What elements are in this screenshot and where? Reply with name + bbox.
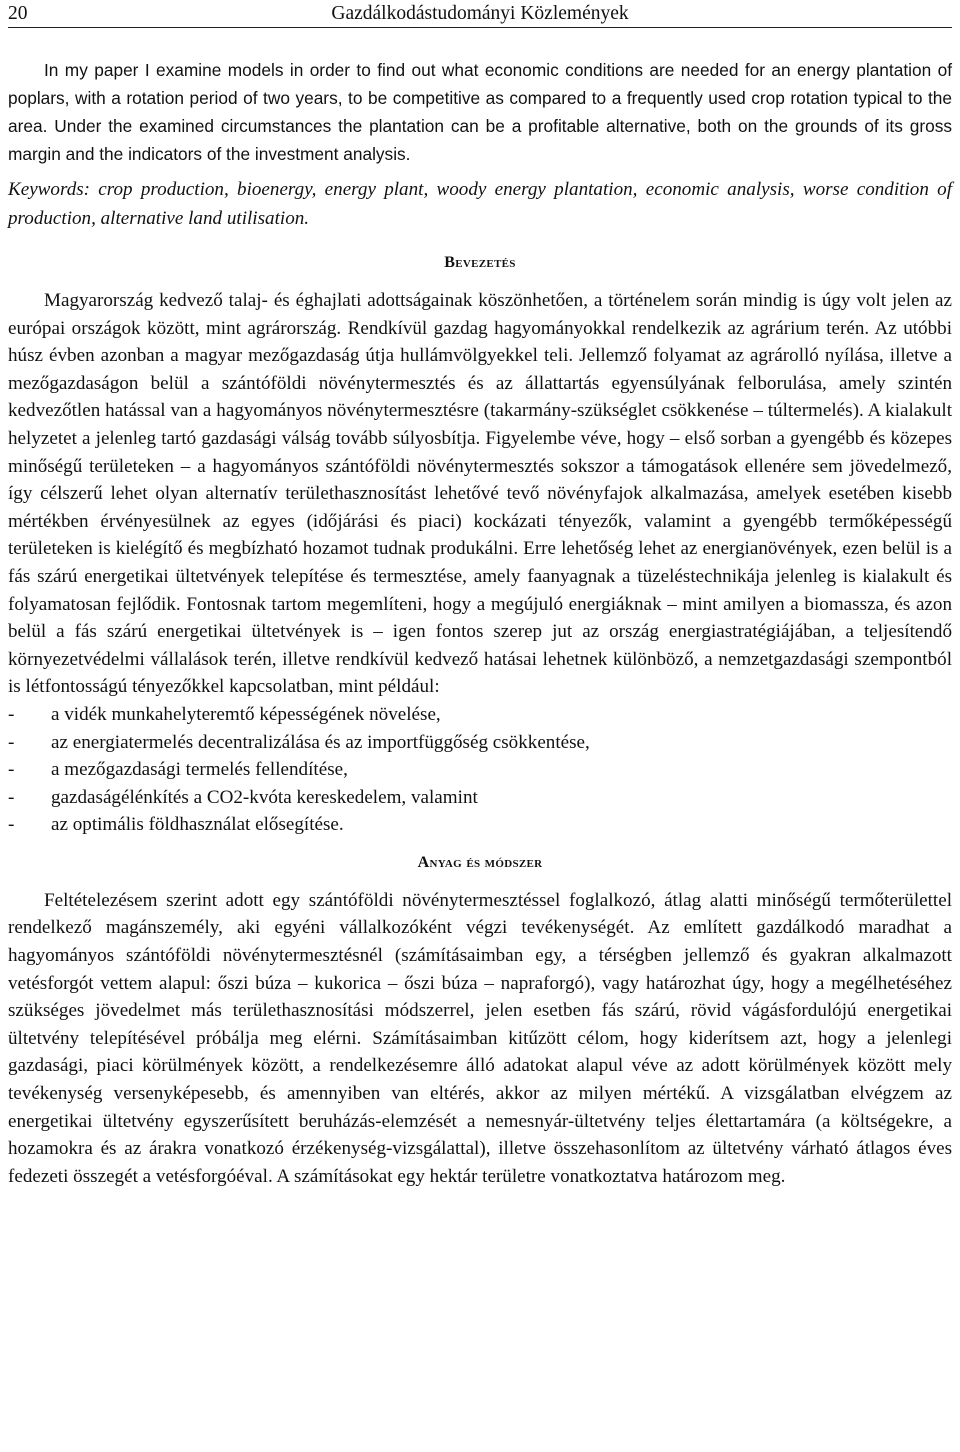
list-dash: - [8, 759, 15, 781]
section-heading-introduction: Bevezetés [444, 254, 516, 271]
list-dash: - [8, 814, 15, 836]
list-dash: - [8, 786, 15, 808]
english-abstract: In my paper I examine models in order to find out what economic conditions are needed for an energy plantation of poplars, with a rotation period of two years, to be competitive as compared to a frequently used crop rotation typical to the area. Under the examined circumstances the plantation can be a profitable alternative, both on the grounds of its gross margin and the indicators of the investment analysis. [8, 60, 952, 164]
list-dash: - [8, 703, 15, 725]
journal-title: Gazdálkodástudományi Közlemények [331, 3, 629, 24]
list-item-text: a mezőgazdasági termelés fellendítése, [51, 759, 348, 781]
list-item [8, 756, 952, 784]
list-item-text: az energiatermelés decentralizálása és az importfüggőség csökkentése, [51, 731, 590, 753]
list-item-text: az optimális földhasználat elősegítése. [51, 814, 344, 836]
keywords: Keywords: crop production, bioenergy, energy plant, woody energy plantation, economic analysis, worse condition of production, alternative land utilisation. [8, 179, 952, 229]
materials-methods-paragraph: Feltételezésem szerint adott egy szántóföldi növénytermesztéssel foglalkozó, átlag alatti minőségű termőterülettel rendelkező magánszemély, aki egyéni vállalkozóként végzi tevékenységét. Az említett gazdálkodó maradhat a hagyományos szántóföldi növénytermesztésnél (számításaimban egy, a térségben jellemző és gyakran alkalmazott vetésforgót vettem alapul: őszi búza – kukorica – őszi búza – napraforgó), vagy határozhat úgy, hogy a megélhetéséhez szükséges jövedelmet más területhasznosítási módszerrel, jelen esetben fás szárú, rövid vágásfordulójú energetikai ültetvény telepítésével próbálja meg elérni. Számításaimban kitűzött célom, hogy kiderítsem azt, hogy a jelenlegi gazdasági, piaci körülmények között, a rendelkezésemre álló adatokat alapul véve az adott körülmények között mely tevékenység versenyképesebb, és amennyiben van eltérés, akkor az milyen mértékű. A vizsgálatban elvégzem az energetikai ültetvény egyszerűsített beruházás-elemzését a nemesnyár-ültetvény teljes élettartamára (a költségekre, a hozamokra és az árakra vonatkozó érzékenység-vizsgálattal), illetve összehasonlítom az ültetvény várható átlagos éves fedezeti összegét a vetésforgóéval. A számításokat egy hektár területre vonatkoztatva határozom meg. [8, 889, 952, 1187]
page-number: 20 [8, 3, 28, 24]
list-dash: - [8, 731, 15, 753]
introduction-paragraph: Magyarország kedvező talaj- és éghajlati adottságainak köszönhetően, a történelem során mindig is úgy volt jelen az európai országok között, mint agrárország. Rendkívül gazdag hagyományokkal rendelkezik az agrárium terén. Az utóbbi húsz évben azonban a magyar mezőgazdaság útja hullámvölgyekkel teli. Jellemző folyamat az agrárolló nyílása, illetve a mezőgazdaságon belül a szántóföldi növénytermesztés és az állattartás egyensúlyának felborulása, amely szintén kedvezőtlen hatással van a hagyományos növénytermesztésre (takarmány-szükséglet csökkenése – túltermelés). A kialakult helyzetet a jelenleg tartó gazdasági válság tovább súlyosbítja. Figyelembe véve, hogy – első sorban a gyengébb és közepes minőségű területeken – a hagyományos szántóföldi növénytermesztés sokszor a támogatások ellenére sem jövedelmező, így célszerű lehet olyan alternatív területhasznosítást lehetővé tevő növényfajok alkalmazása, amelyek esetében kisebb mértékben érvényesülnek az egyes (időjárási és piaci) kockázati tényezők, valamint a gyengébb termőképességű területeken is kielégítő és megbízható hozamot tudnak produkálni. Erre lehetőség lehet az energianövények, ezen belül is a fás szárú energetikai ültetvények telepítése és termesztése, amely faanyagnak a tüzeléstechnikája jelenleg is kialakult és folyamatosan fejlődik. Fontosnak tartom megemlíteni, hogy a megújuló energiáknak – mint amilyen a biomassza, és azon belül a fás szárú energetikai ültetvények is – igen fontos szerep jut az ország energiastratégiájában, a teljesítendő környezetvédelmi vállalások terén, illetve rendkívül kedvező hatásai lehetnek különböző, a nemzetgazdasági szempontból is létfontosságú tényezőkkel kapcsolatban, mint például: [8, 290, 952, 698]
section-heading-materials-methods: Anyag és módszer [417, 853, 543, 871]
list-item [8, 729, 952, 757]
list-item-text: gazdaságélénkítés a CO2-kvóta kereskedelem, valamint [51, 786, 478, 808]
list-item [8, 811, 952, 839]
list-item [8, 784, 952, 812]
list-item-text: a vidék munkahelyteremtő képességének növelése, [51, 703, 441, 725]
benefit-list [8, 701, 952, 839]
list-item [8, 701, 952, 729]
running-header [8, 0, 952, 28]
